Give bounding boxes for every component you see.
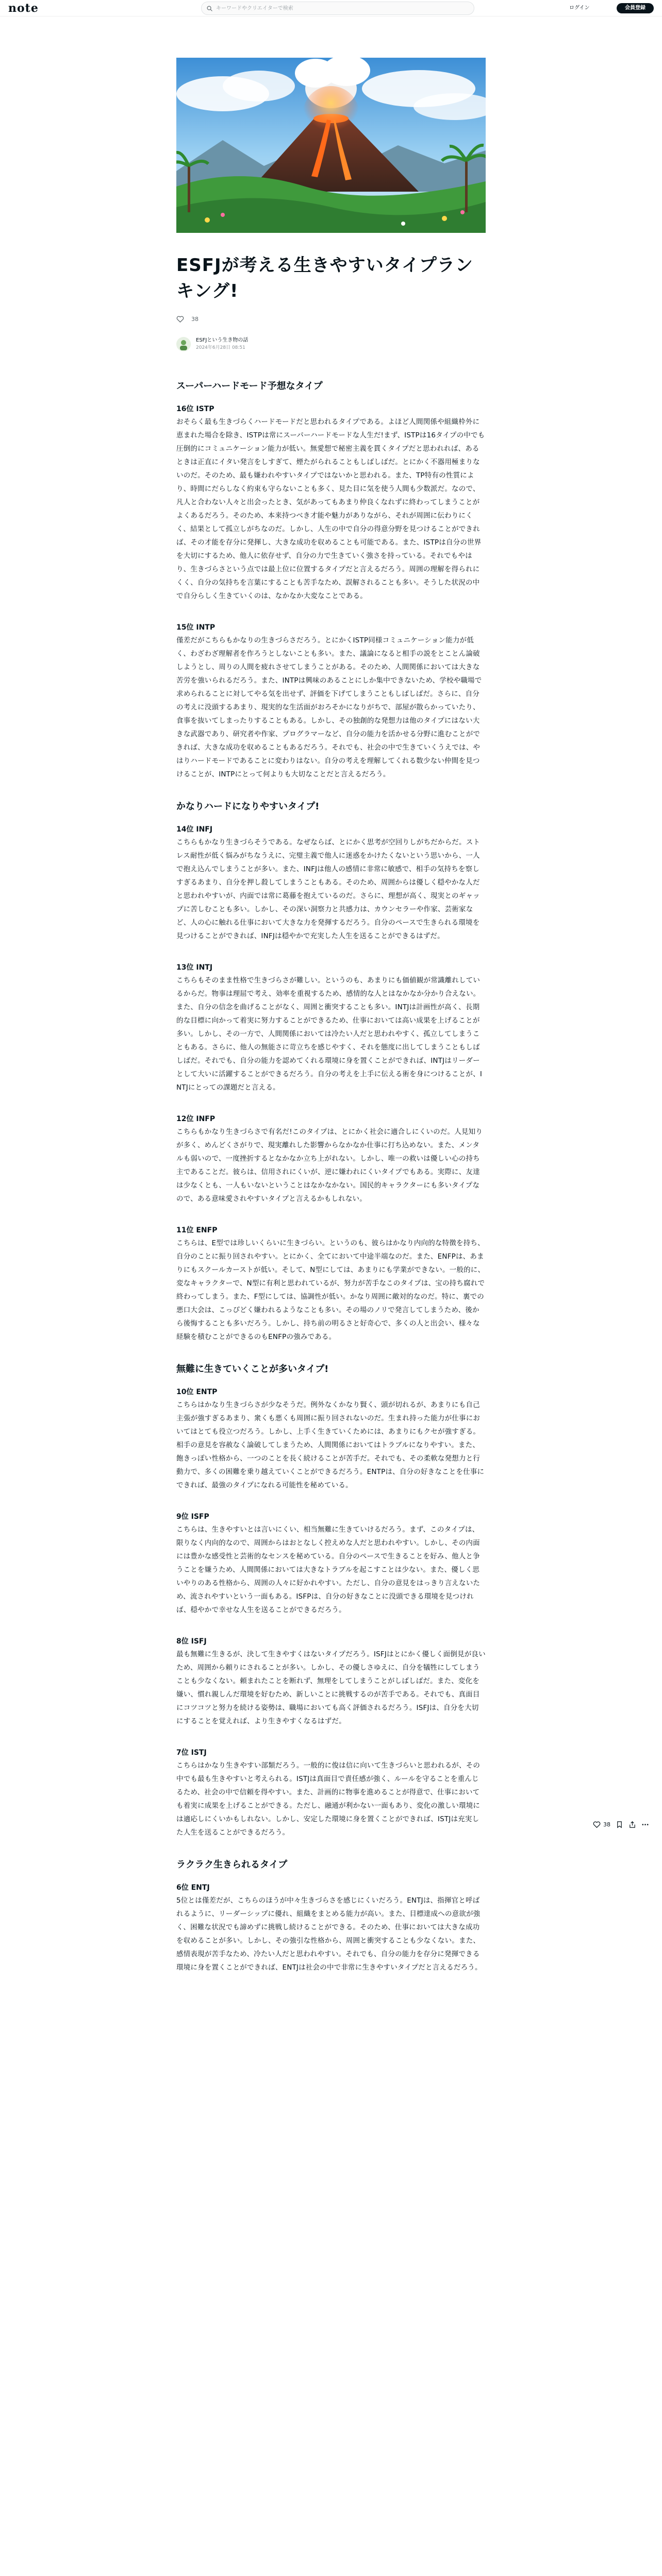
section-heading: かなりハードになりやすいタイプ! [176,801,320,812]
rank-heading: 7位 ISTJ [176,1749,207,1757]
rank-heading: 13位 INTJ [176,963,213,972]
floating-action-bar [593,1816,649,1833]
paragraph: こちらは、E型では珍しいくらいに生きづらい。というのも、彼らはかなり内向的な特徴を持ち、自分のことに振り回されやすい。とにかく、全てにおいて中途半端なのだ。また、ENFPは、あまりにもスクールカーストが低い。そして、N型にしては、あまりにも学業ができない。一般的に、変なキャラクターで、N型に有利と思われているが、努力が苦手なこのタイプは、宝の持ち腐れで終わってしまう。また、F型にしては、協調性が低い。かなり周囲に敵対的なのだ。特に、裏での悪口大会は、こっぴどく嫌われるようなことも多い。その場のノリで発言してしまうため、後から後悔することも多いだろう。しかし、持ち前の明るさと好奇心で、多くの人と出会い、様々な経験を積むことができるのもENFPの強みである。 [176,1239,485,1341]
paragraph: おそらく最も生きづらくハードモードだと思われるタイプである。よほど人間関係や組織枠外に恵まれた場合を除き、ISTPは常にスーパーハードモードな人生だ!まず、ISTPは16タイプの中でも圧倒的にコミュニケーション能力が低い。無愛想で秘密主義を貫くタイプだと思われれば、あるときは正直にイタい発言をしすぎて、煙たがられることもしばしばだ。とにかく不器用極まりないのだ。そのため、最も嫌われやすいタイプではないかと思われる。また、TP特有の性質により、時間にだらしなく約束も守らないことも多く、見た目に気を使う人間も少数派だ。なので、凡人と合わない人々と出会ったとき、気があってもあまり仲良くなれずに終わってしまうことがよくあるだろう。そのため、本来持つべき才能や魅力がありながら、それが周囲に伝わりにくく、結果として孤立しがちなのだ。しかし、人生の中で自分の得意分野を見つけることができれば、その才能を存分に発揮し、大きな成功を収めることも可能である。また、ISTPは自分の世界を大切にするため、他人に依存せず、自分の力で生きていく強さを持っている。それでもやはり、生きづらさという点では最上位に位置するタイプだと言えるだろう。周囲の理解を得られにくく、自分の気持ちを言葉にすることも苦手なため、誤解されることも多い。そうした状況の中で自分らしく生きていくのは、なかなか大変なことである。 [176,418,485,600]
hero-image [176,58,486,233]
section-heading: スーパーハードモード予想なタイプ [176,381,323,392]
like-count[interactable]: 38 [191,315,198,323]
rank-heading: 15位 INTP [176,623,216,632]
author-name[interactable]: ESFJという生き物の話 [196,337,249,343]
avatar[interactable] [176,337,191,351]
bookmark-icon[interactable] [616,1821,623,1828]
note-logo[interactable]: note [8,2,39,15]
search-icon [207,6,212,11]
more-icon[interactable] [641,1821,649,1828]
article-title: ESFJが考える生きやすいタイプランキング! [176,255,473,301]
paragraph: 5位とは僅差だが、こちらのほうが中々生きづらさを感じにくいだろう。ENTJは、指揮官と呼ばれるように、リーダーシップに優れ、組織をまとめる能力が高い。また、目標達成への意欲が強く、困難な状況でも諦めずに挑戦し続けることができる。そのため、仕事においては大きな成功を収めることが多い。しかし、その強引な性格から、周囲と衝突することも少なくない。また、感情表現が苦手なため、冷たい人だと思われやすい。それでも、自分の能力を存分に発揮できる環境に身を置くことができれば、ENTJは社会の中で非常に生きやすいタイプだと言えるだろう。 [176,1896,482,1972]
paragraph: こちらもかなり生きづらさで有名だ!このタイプは、とにかく社会に適合しにくいのだ。人見知りが多く、めんどくさがりで、現実離れした影響からなかなか仕事に打ち込めない。また、メンタルも弱いので、一度挫折するとなかなか立ち上がれない。しかし、唯一の救いは優しい心の持ち主であることだ。彼らは、信用されにくいが、逆に嫌われにくいタイプでもある。実際に、友達は少なくとも、一人もいないということはなかなかない。国民的キャラクターにも多いタイプなので、ある意味愛されやすいタイプと言えるかもしれない。 [176,1128,483,1203]
section-heading: 無難に生きていくことが多いタイプ! [176,1364,329,1375]
login-link[interactable]: ログイン [569,5,590,11]
heart-icon[interactable] [176,315,184,323]
paragraph: こちらもかなり生きづらそうである。なぜならば、とにかく思考が空回りしがちだからだ。ストレス耐性が低く悩みがちなうえに、完璧主義で他人に迷惑をかけたくないという思いから、一人で抱え込んでしまうことが多い。また、INFJは他人の感情に非常に敏感で、相手の気持ちを察しすぎるあまり、自分を押し殺してしまうこともある。そのため、周囲からは優しく穏やかな人だと思われやすいが、内面では常に葛藤を抱えているのだ。さらに、理想が高く、現実とのギャップに苦しむことも多い。しかし、その深い洞察力と共感力は、カウンセラーや作家、芸術家など、人の心に触れる仕事において大きな力を発揮するだろう。自分のペースで生きられる環境を見つけることができれば、INFJは穏やかで充実した人生を送ることができるはずだ。 [176,838,481,940]
search-box[interactable] [201,2,474,15]
rank-heading: 16位 ISTP [176,405,214,413]
like-button[interactable] [593,1821,610,1828]
section-heading: ラクラク生きられるタイプ [176,1859,288,1870]
paragraph: こちらはかなり生きやすい部類だろう。一般的に俊は信に向いて生きづらいと思われるが、その中でも最も生きやすいと考えられる。ISTJは真面目で責任感が強く、ルールを守ることを重んじるため、社会の中で信頼を得やすい。また、計画的に物事を進めることが得意で、仕事においても着実に成果を上げることができる。ただし、融通が利かない一面もあり、変化の激しい環境には適応しにくいかもしれない。しかし、安定した環境に身を置くことができれば、ISTJは充実した人生を送ることができるだろう。 [176,1761,481,1837]
heart-icon [593,1821,601,1828]
site-header [0,0,662,16]
paragraph: 僅差だがこちらもかなりの生きづらさだろう。とにかくISTP同様コミュニケーション能力が低く、わざわざ理解者を作ろうとしないことも多い。また、議論になると相手の説をとことん論破しようとし、周りの人間を疲れさせてしまうことがある。そのため、人間関係においては大きな苦労を強いられるだろう。また、INTPは興味のあることにしか集中できないため、学校や職場で求められることに対してやる気を出せず、評価を下げてしまうこともしばしばだ。さらに、自分の考えに没頭するあまり、現実的な生活面がおろそかになりがちで、部屋が散らかっていたり、食事を抜いてしまったりすることもある。しかし、その独創的な発想力は他のタイプにはない大きな武器であり、研究者や作家、プログラマーなど、自分の能力を活かせる分野に進むことができれば、大きな成功を収めることもあるだろう。それでも、社会の中で生きていくうえでは、やはりハードモードであることに変わりはない。自分の考えを理解してくれる数少ない仲間を見つけることが、INTPにとって何よりも大切なことだと言えるだろう。 [176,636,482,778]
paragraph: こちらはかなり生きづらさが少なそうだ。例外なくかなり賢く、頭が切れるが、あまりにも自己主張が強すぎるあまり、衆くも悪くも周囲に振り回されないのだ。生まれ持った能力が仕事においてはとても役立つだろう。しかし、上手く生きていくためには、あまりにもクセが強すぎる。相手の意見を容赦なく論破してしまうため、人間関係においてはトラブルになりやすい。また、飽きっぽい性格から、一つのことを長く続けることが苦手だ。それでも、その柔軟な発想力と行動力で、多くの困難を乗り越えていくことができるだろう。ENTPは、自分の好きなことを仕事にできれば、最強のタイプになれる可能性を秘めている。 [176,1401,485,1489]
author-info[interactable] [176,336,486,354]
rank-heading: 9位 ISFP [176,1513,209,1521]
rank-heading: 12位 INFP [176,1115,216,1123]
publish-date: 2024年6月28日 08:51 [196,345,245,350]
paragraph: 最も無難に生きるが、決して生きやすくはないタイプだろう。ISFJはとにかく優しく面倒見が良いため、周囲から頼りにされることが多い。しかし、その優しさゆえに、自分を犠牲にしてしまうことも少なくない。頼まれたことを断れず、無理をしてしまうことがしばしばだ。また、変化を嫌い、慣れ親しんだ環境を好むため、新しいことに挑戦するのが苦手である。それでも、真面目にコツコツと努力を続ける姿勢は、職場においても高く評価されるだろう。ISFJは、自分を大切にすることを覚えれば、より生きやすくなるはずだ。 [176,1650,486,1725]
rank-heading: 8位 ISFJ [176,1637,207,1646]
share-icon[interactable] [628,1821,636,1828]
search-input[interactable] [216,2,464,14]
like-area [176,313,486,325]
rank-heading: 6位 ENTJ [176,1884,210,1892]
like-count: 38 [603,1821,610,1828]
rank-heading: 10位 ENTP [176,1388,218,1396]
article-body [176,379,486,1974]
article [176,252,486,1974]
signup-button[interactable]: 会員登録 [617,3,654,13]
paragraph: こちらもそのまま性格で生きづらさが難しい。というのも、あまりにも価値観が常識離れしているからだ。物事は理屈で考え、効率を重視するため、感情的な人とはなかなか分かり合えない。また、自分の信念を曲げることがなく、周囲と衝突することも多い。INTJは計画性が高く、長期的な目標に向かって着実に努力することができるため、仕事においては高い成果を上げることが多い。しかし、その一方で、人間関係においては冷たい人だと思われやすく、孤立してしまうこともある。さらに、他人の無能さに苛立ちを感じやすく、それを態度に出してしまうこともしばしばだ。それでも、自分の能力を認めてくれる環境に身を置くことができれば、INTJはリーダーとして大いに活躍することができるだろう。自分の考えを上手に伝える術を身につけることが、INTJにとっての課題だと言える。 [176,976,483,1092]
paragraph: こちらは、生きやすいとは言いにくい、相当無難に生きていけるだろう。まず、このタイプは、限りなく内向的なので、周囲からはおとなしく控えめな人だと思われやすい。しかし、その内面には豊かな感受性と芸術的なセンスを秘めている。自分のペースで生きることを好み、他人と争うことを嫌うため、人間関係においては大きなトラブルを起こすことは少ない。また、優しく思いやりのある性格から、周囲の人々に好かれやすい。ただし、自分の意見をはっきり言えないため、流されやすいという一面もある。ISFPは、自分の好きなことに没頭できる環境を見つければ、穏やかで幸せな人生を送ることができるだろう。 [176,1526,481,1614]
rank-heading: 14位 INFJ [176,825,213,834]
rank-heading: 11位 ENFP [176,1226,218,1234]
